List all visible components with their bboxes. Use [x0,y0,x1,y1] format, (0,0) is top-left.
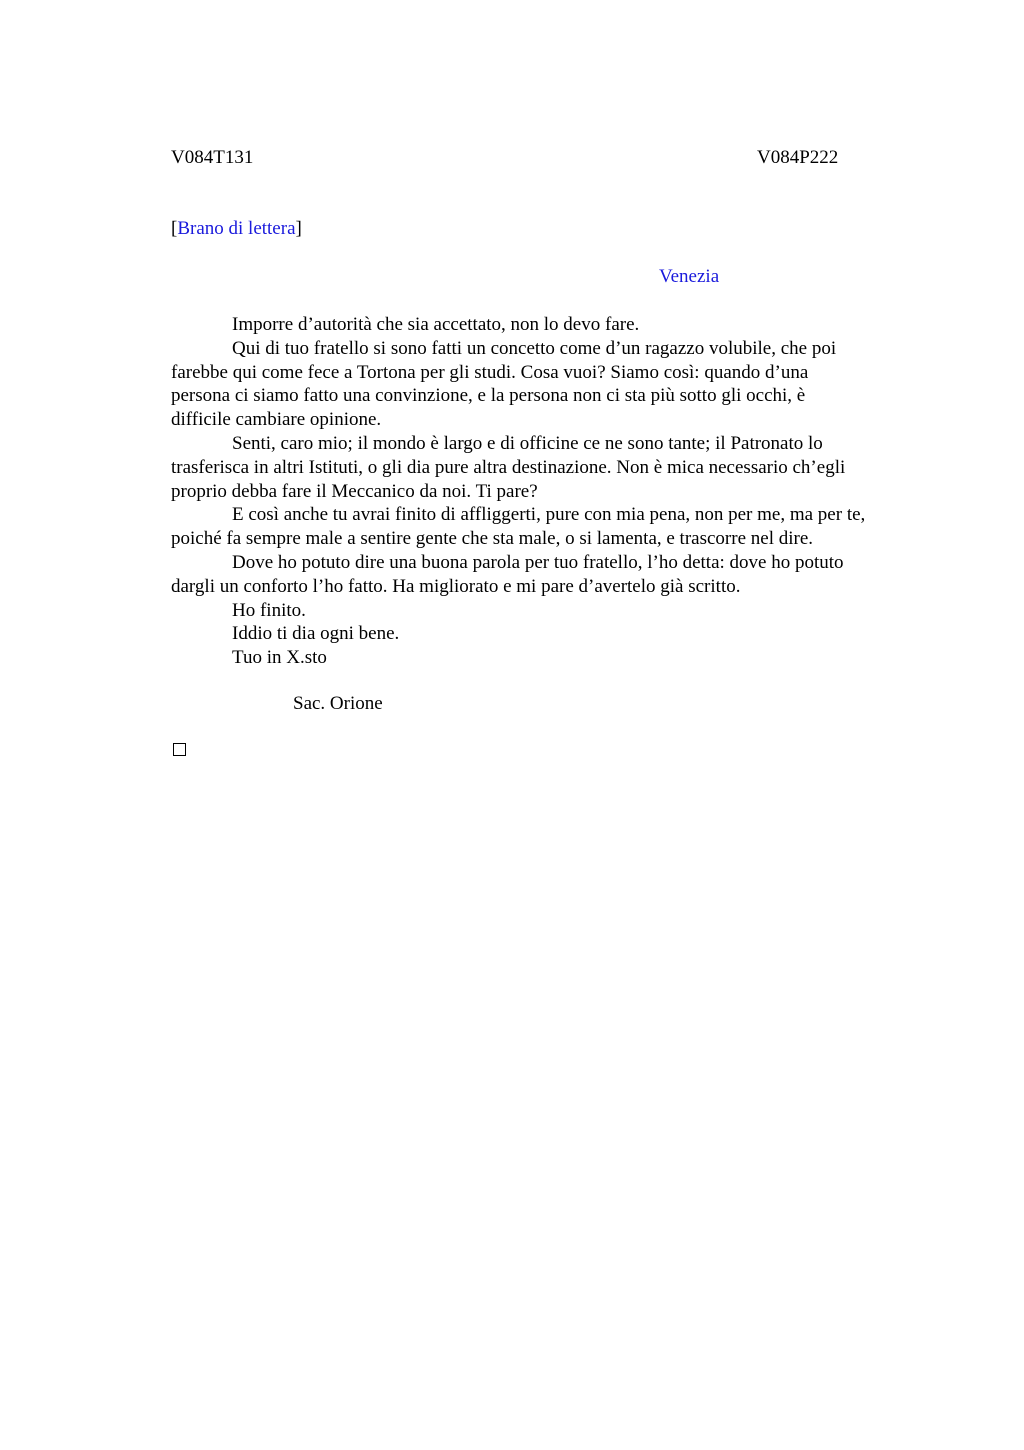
paragraph-8 [171,646,931,670]
paragraph-line: proprio debba fare il Meccanico da noi. Ti pare? [171,480,538,502]
paragraph-line: Tuo in X.sto [232,647,327,669]
paragraph-line: dargli un conforto l’ho fatto. Ha migliorato e mi pare d’avertelo già scritto. [171,575,741,597]
paragraph-line: Ho finito. [232,599,306,621]
paragraph-line: E così anche tu avrai finito di affliggerti, pure con mia pena, non per me, ma per te, [232,504,866,526]
page-reference-code: V084P222 [757,147,839,168]
letter-body [171,313,931,670]
heading-title: Brano di lettera [177,218,296,239]
heading-close-bracket: ] [295,218,302,239]
paragraph-line: poiché fa sempre male a sentire gente che sta male, o si lamenta, e trascorre nel dire. [171,528,814,550]
paragraph-line: Imporre d’autorità che sia accettato, non lo devo fare. [232,314,640,335]
paragraph-3 [171,432,931,503]
paragraph-line: Dove ho potuto dire una buona parola per tuo fratello, l’ho detta: dove ho potuto [232,551,844,573]
end-of-text-box-icon [173,743,186,756]
paragraph-line: Senti, caro mio; il mondo è largo e di officine ce ne sono tante; il Patronato lo [232,432,823,454]
paragraph-5 [171,551,931,599]
paragraph-1 [171,313,931,337]
paragraph-7 [171,622,931,646]
paragraph-line: trasferisca in altri Istituti, o gli dia pure altra destinazione. Non è mica necessario ch’egli [171,456,846,478]
paragraph-line: persona ci siamo fatto una convinzione, e la persona non ci sta più sotto gli occhi, è [171,385,806,407]
signature: Sac. Orione [293,693,383,714]
paragraph-line: Iddio ti dia ogni bene. [232,623,400,645]
paragraph-line: difficile cambiare opinione. [171,409,382,431]
document-reference-code: V084T131 [171,147,254,168]
paragraph-line: farebbe qui come fece a Tortona per gli studi. Cosa vuoi? Siamo così: quando d’una [171,361,809,383]
paragraph-4 [171,503,931,551]
paragraph-6 [171,599,931,623]
letter-heading [171,218,302,240]
paragraph-line: Qui di tuo fratello si sono fatti un concetto come d’un ragazzo volubile, che poi [232,337,837,359]
paragraph-2 [171,337,931,432]
letter-place: Venezia [659,266,720,287]
heading-open-bracket: [ [171,218,178,239]
